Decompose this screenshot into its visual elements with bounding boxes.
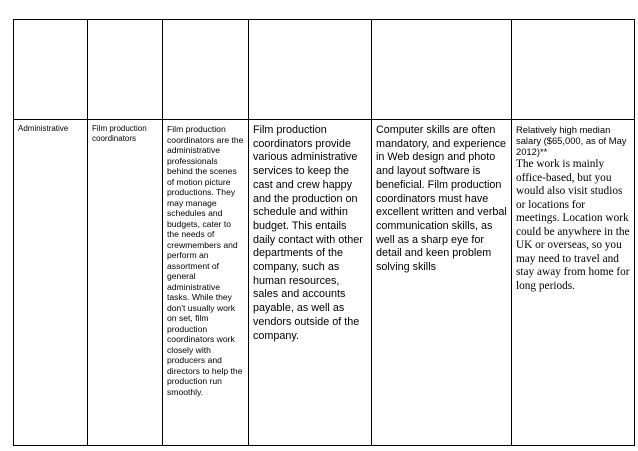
description-text: Film production coordinators are the administrative professionals behind the scenes of motion picture productions. They may manage schedules and budgets, cater to the needs of crewmembers and perform an assortment of general administrative tasks. While they don't usually work on set, film production coordinators work closely with producers and directors to help the production run smoothly.	[167, 124, 244, 397]
table-cell	[512, 20, 635, 120]
description-cell	[163, 120, 249, 446]
table-cell	[249, 20, 372, 120]
salary-notes: The work is mainly office-based, but you would also visit studios or locations for meetings. Location work could be anywhere in the UK or overseas, so you may need to travel and stay away from home for long periods.	[516, 158, 630, 292]
table-cell	[163, 20, 249, 120]
table-cell	[88, 20, 163, 120]
skills-cell	[372, 120, 512, 446]
salary-heading: Relatively high median salary ($65,000, as of May 2012)**	[516, 124, 627, 157]
table-cell	[372, 20, 512, 120]
job-title-cell	[88, 120, 163, 446]
careers-table	[13, 19, 635, 446]
category-text: Administrative	[18, 124, 69, 133]
salary-cell	[512, 120, 635, 446]
table-row-empty	[14, 20, 635, 120]
category-cell	[14, 120, 88, 446]
job-title-text: Film production coordinators	[92, 124, 147, 143]
table-row-film-production	[14, 120, 635, 446]
table-cell	[14, 20, 88, 120]
duties-cell	[249, 120, 372, 446]
skills-text: Computer skills are often mandatory, and experience in Web design and photo and layout software is beneficial. Film production coordinators must have excellent written and verbal communication skills, as well as a sharp eye for detail and keen problem solving skills	[376, 124, 507, 274]
duties-text: Film production coordinators provide various administrative services to keep the cast and crew happy and the production on schedule and within budget. This entails daily contact with other departments of the company, such as human resources, sales and accounts payable, as well as vendors outside of the company.	[253, 124, 363, 342]
